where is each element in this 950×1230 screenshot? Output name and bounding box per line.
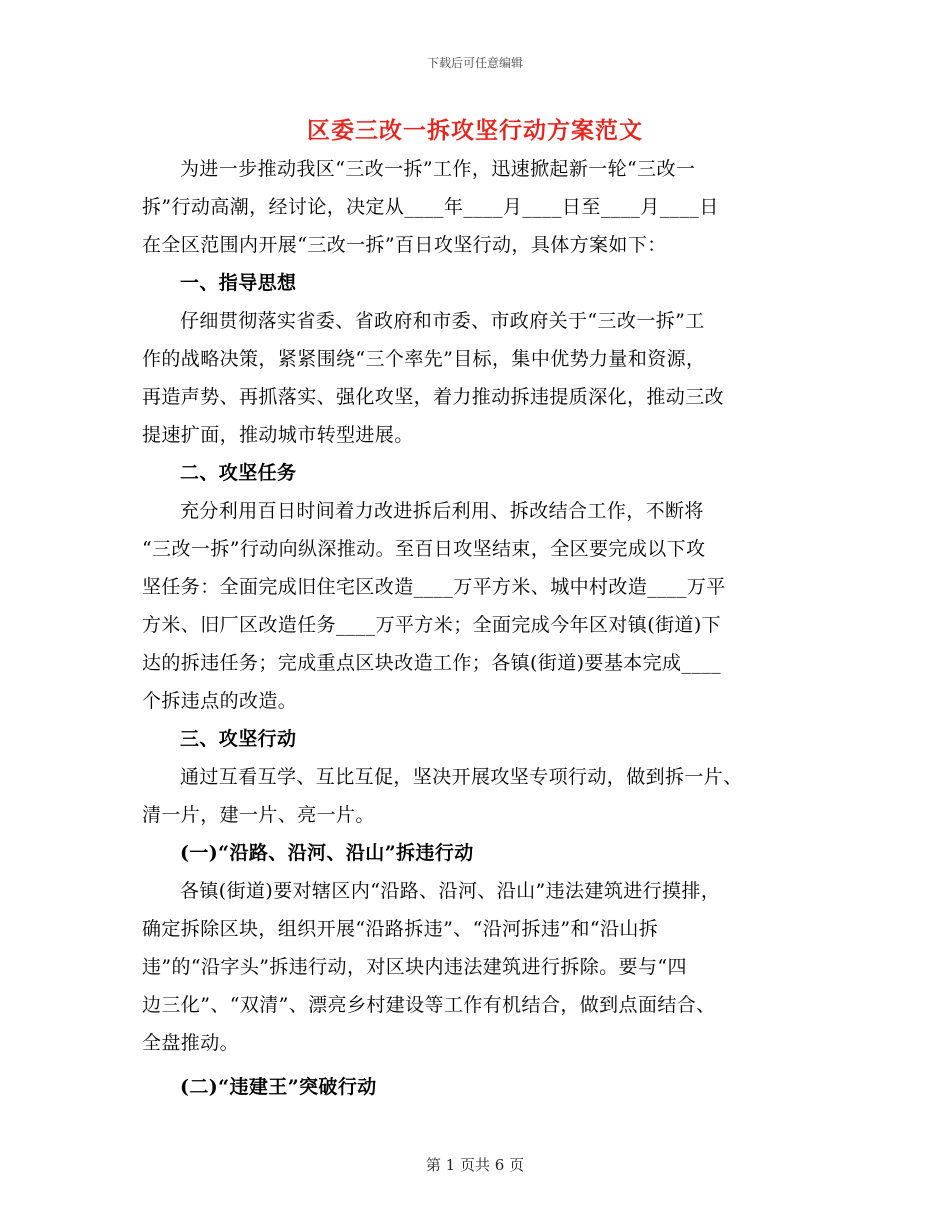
paragraph-line: 确定拆除区块，组织开展“沿路拆违”、“沿河拆违”和“沿山拆 [142,918,659,940]
subsection-heading-illegal-king: (二)“违建王”突破行动 [180,1076,377,1098]
paragraph-line: 违”的“沿字头”拆违行动，对区块内违法建筑进行拆除。要与“四 [142,956,687,978]
header-note: 下载后可任意编辑 [426,56,523,70]
paragraph-line: 作的战略决策，紧紧围绕“三个率先”目标，集中优势力量和资源， [142,348,706,370]
intro-line: 拆”行动高潮，经讨论，决定从____年____月____日至____月____日 [142,196,719,218]
section-heading-tasks: 二、攻坚任务 [180,462,297,484]
paragraph-line: 达的拆违任务；完成重点区块改造工作；各镇(街道)要基本完成____ [142,652,722,674]
paragraph-line: 全盘推动。 [142,1032,240,1054]
section-heading-actions: 三、攻坚行动 [180,728,297,750]
paragraph-line: 坚任务：全面完成旧住宅区改造____万平方米、城中村改造____万平 [142,576,726,598]
document-title: 区委三改一拆攻坚行动方案范文 [307,117,643,144]
section-heading-guiding-idea: 一、指导思想 [180,272,297,294]
subsection-heading-along-roads: (一)“沿路、沿河、沿山”拆违行动 [180,842,474,864]
page-footer: 第 1 页共 6 页 [425,1156,525,1174]
intro-line: 在全区范围内开展“三改一拆”百日攻坚行动，具体方案如下： [142,234,667,256]
guiding-idea-paragraph [142,302,810,454]
paragraph-line: 个拆违点的改造。 [142,690,298,712]
paragraph-line: 方米、旧厂区改造任务____万平方米；全面完成今年区对镇(街道)下 [142,614,722,636]
paragraph-line: 充分利用百日时间着力改进拆后利用、拆改结合工作，不断将 [180,500,704,522]
paragraph-line: 提速扩面，推动城市转型进展。 [142,424,414,446]
along-roads-paragraph [142,872,810,1062]
paragraph-line: 边三化”、“双清”、漂亮乡村建设等工作有机结合，做到点面结合、 [142,994,716,1016]
paragraph-line: 各镇(街道)要对辖区内“沿路、沿河、沿山”违法建筑进行摸排， [180,880,721,902]
intro-paragraph [142,150,810,264]
paragraph-line: 清一片，建一片、亮一片。 [142,804,375,826]
intro-line: 为进一步推动我区“三改一拆”工作，迅速掀起新一轮“三改一 [180,158,696,180]
document-body [142,150,810,1106]
paragraph-line: 再造声势、再抓落实、强化攻坚，着力推动拆违提质深化，推动三改 [142,386,725,408]
tasks-paragraph [142,492,810,720]
paragraph-line: 仔细贯彻落实省委、省政府和市委、市政府关于“三改一拆”工 [180,310,705,332]
paragraph-line: “三改一拆”行动向纵深推动。至百日攻坚结束，全区要完成以下攻 [142,538,706,560]
paragraph-line: 通过互看互学、互比互促，坚决开展攻坚专项行动，做到拆一片、 [180,766,743,788]
actions-paragraph [142,758,810,834]
